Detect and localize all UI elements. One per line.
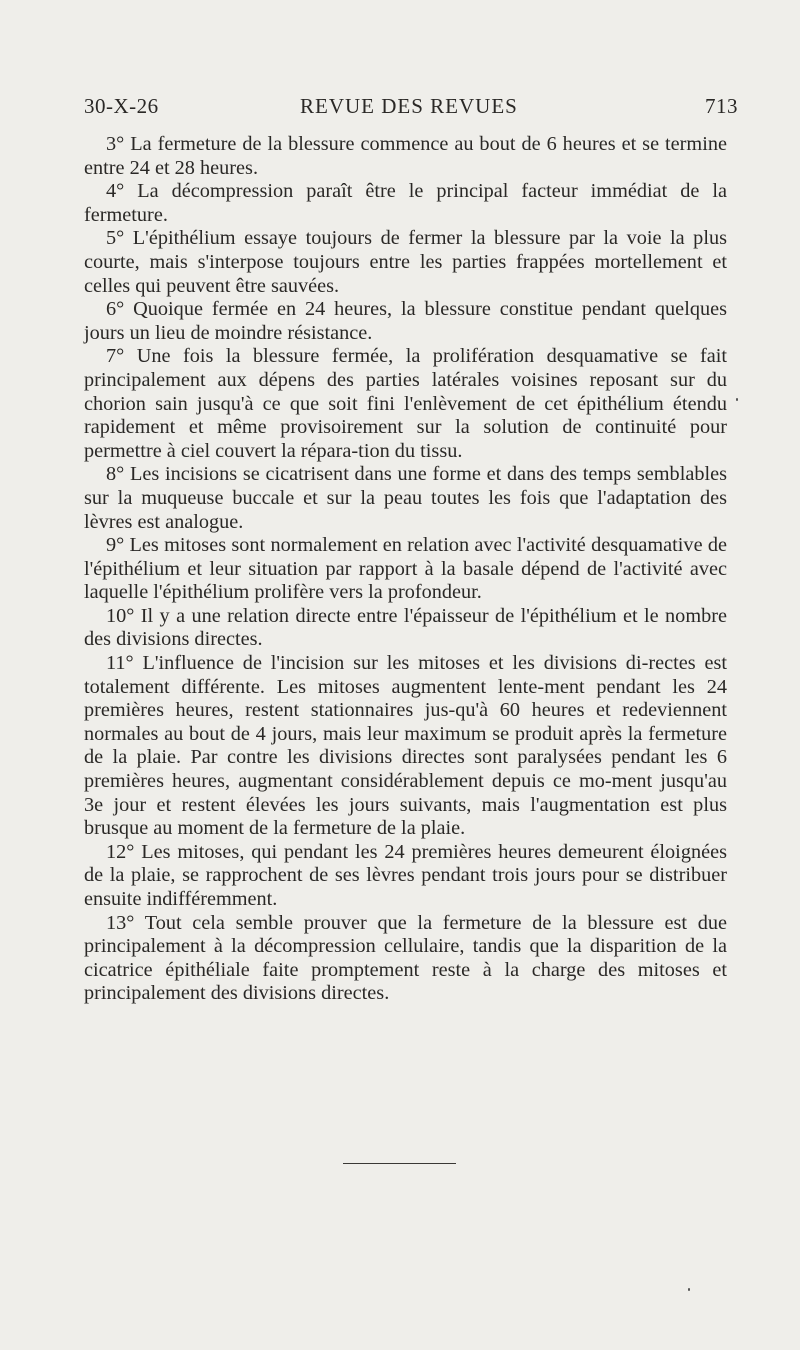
item-number: 4° bbox=[106, 180, 125, 203]
paragraph-11 bbox=[84, 652, 727, 841]
paragraph-10 bbox=[84, 605, 727, 652]
paragraph-text: La fermeture de la blessure commence au bout de 6 heures et se termine entre 24 et 28 heures. bbox=[84, 133, 727, 179]
item-number: 13° bbox=[106, 911, 135, 934]
paragraph-text: Les incisions se cicatrisent dans une forme et dans des temps semblables sur la muqueuse buccale et sur la peau toutes les fois que l'adaptation des lèvres est analogue. bbox=[84, 463, 727, 533]
body-text bbox=[84, 133, 727, 1006]
paragraph-text: L'influence de l'incision sur les mitoses et les divisions di-rectes est totalement différente. Les mitoses augmentent lente-ment pendant les 24 premières heures, restent stationnaires jus-qu'à 60 heures et redeviennent normales au bout de 4 jours, mais leur maximum se produit après la fermeture de la plaie. Par contre les divisions directes sont paralysées pendant les 6 premières heures, augmentant considérablement depuis ce mo-ment jusqu'au 3e jour et restent élevées les jours suivants, mais l'augmentation est plus brusque au moment de la fermeture de la plaie. bbox=[84, 652, 727, 840]
paragraph-text: La décompression paraît être le principal facteur immédiat de la fermeture. bbox=[84, 180, 727, 226]
paragraph-text: L'épithélium essaye toujours de fermer la blessure par la voie la plus courte, mais s'interpose toujours entre les parties frappées mortellement et celles qui peuvent être sauvées. bbox=[84, 227, 727, 297]
item-number: 6° bbox=[106, 298, 125, 321]
paragraph-text: Tout cela semble prouver que la fermeture de la blessure est due principalement à la décompression cellulaire, tandis que la disparition de la cicatrice épithéliale faite promptement reste à la charge des mitoses et principalement des divisions directes. bbox=[84, 911, 727, 1005]
paragraph-8 bbox=[84, 463, 727, 534]
paragraph-4 bbox=[84, 180, 727, 227]
section-divider bbox=[343, 1163, 456, 1164]
paragraph-12 bbox=[84, 841, 727, 912]
paragraph-5 bbox=[84, 227, 727, 298]
paper-speck bbox=[736, 398, 738, 401]
item-number: 3° bbox=[106, 133, 125, 155]
header-date: 30-X-26 bbox=[84, 94, 159, 118]
item-number: 10° bbox=[106, 604, 135, 627]
paragraph-13 bbox=[84, 912, 727, 1006]
running-head bbox=[84, 94, 738, 124]
paragraph-text: Quoique fermée en 24 heures, la blessure constitue pendant quelques jours un lieu de moindre résistance. bbox=[84, 298, 727, 344]
header-title: REVUE DES REVUES bbox=[300, 94, 518, 118]
item-number: 11° bbox=[106, 652, 134, 675]
item-number: 12° bbox=[106, 840, 135, 863]
item-number: 7° bbox=[106, 345, 125, 368]
paragraph-text: Une fois la blessure fermée, la prolifération desquamative se fait principalement aux dépens des parties latérales voisines reposant sur du chorion sain jusqu'à ce que soit fini l'enlèvement de cet épithélium étendu rapidement et même provisoirement sur la solution de continuité pour permettre à ciel couvert la répara-tion du tissu. bbox=[84, 345, 727, 462]
item-number: 8° bbox=[106, 463, 125, 486]
page-number: 713 bbox=[705, 94, 738, 118]
paragraph-9 bbox=[84, 534, 727, 605]
paragraph-text: Les mitoses, qui pendant les 24 premières heures demeurent éloignées de la plaie, se rapprochent de ses lèvres pendant trois jours pour se distribuer ensuite indifféremment. bbox=[84, 840, 727, 910]
paragraph-3 bbox=[84, 133, 727, 180]
paper-speck bbox=[688, 1288, 690, 1291]
item-number: 9° bbox=[106, 534, 125, 557]
paragraph-text: Les mitoses sont normalement en relation avec l'activité desquamative de l'épithélium et leur situation par rapport à la basale dépend de l'activité avec laquelle l'épithélium prolifère vers la profondeur. bbox=[84, 534, 727, 604]
item-number: 5° bbox=[106, 227, 125, 250]
paragraph-6 bbox=[84, 298, 727, 345]
paragraph-text: Il y a une relation directe entre l'épaisseur de l'épithélium et le nombre des divisions directes. bbox=[84, 604, 727, 651]
paragraph-7 bbox=[84, 345, 727, 463]
